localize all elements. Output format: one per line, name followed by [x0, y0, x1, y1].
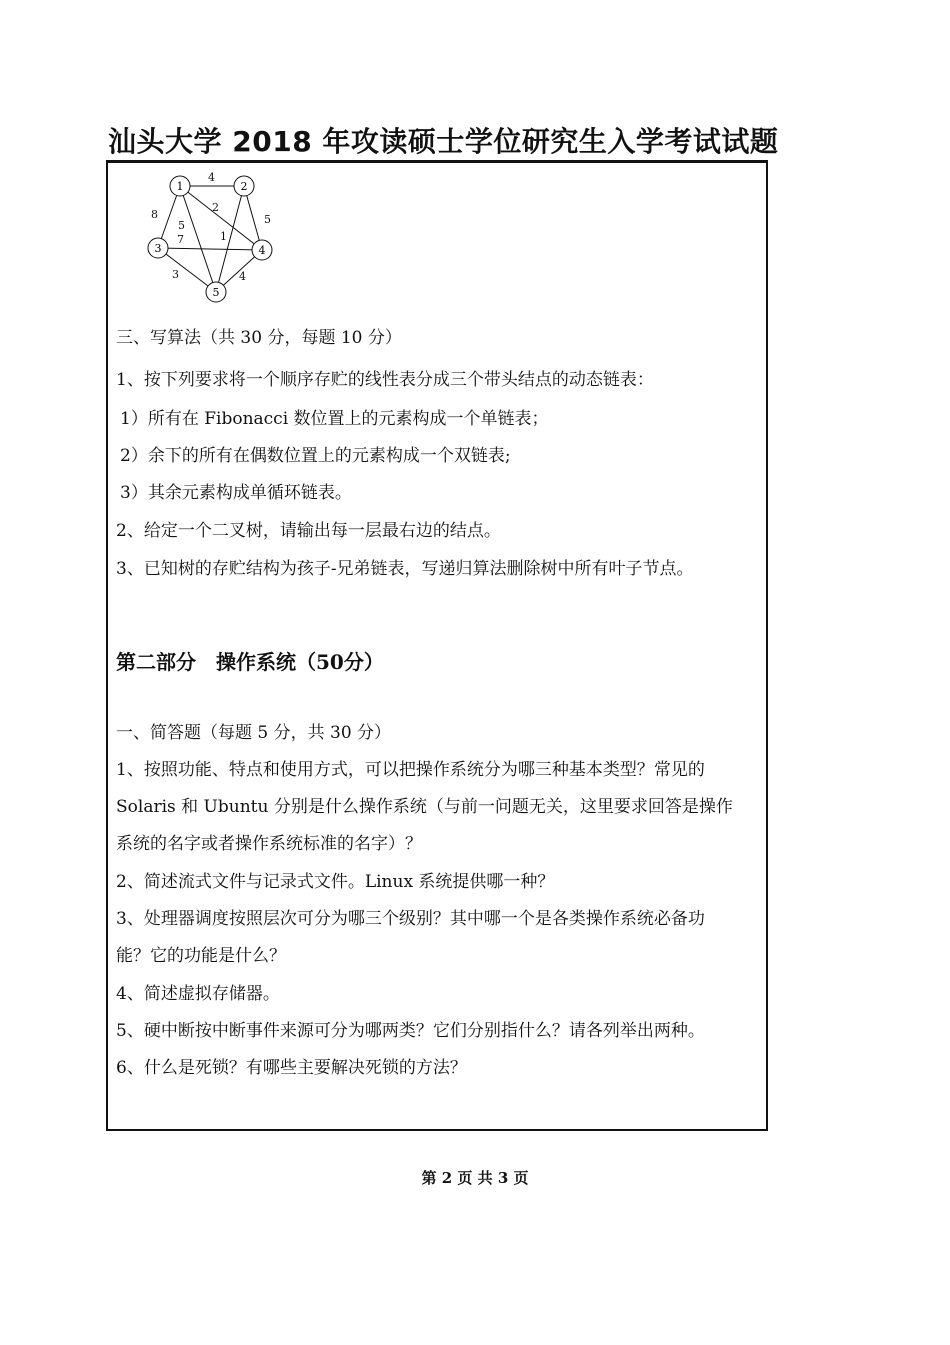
- part2-question-2: 2、简述流式文件与记录式文件。Linux 系统提供哪一种？: [116, 872, 555, 892]
- part2-heading: 第二部分 操作系统（50分）: [116, 650, 384, 674]
- weight-2-4: 5: [264, 213, 271, 226]
- node-4-label: 4: [258, 244, 266, 257]
- weight-3-4: 7: [177, 233, 184, 246]
- section3-question-2: 2、给定一个二叉树，请输出每一层最右边的结点。: [116, 521, 501, 541]
- part2-question-4: 4、简述虚拟存储器。: [116, 984, 280, 1004]
- exam-title: 汕头大学 2018 年攻读硕士学位研究生入学考试试题: [108, 125, 779, 158]
- weight-1-2: 4: [208, 171, 215, 184]
- edge-3-5: [158, 248, 216, 292]
- section3-question-3: 3、已知树的存贮结构为孩子-兄弟链表，写递归算法删除树中所有叶子节点。: [116, 559, 694, 579]
- page-number: 第 2 页 共 3 页: [421, 1169, 529, 1187]
- part2-question-3-line-2: 能？它的功能是什么？: [116, 946, 286, 966]
- weighted-graph-figure: [138, 166, 278, 306]
- section3-heading: 三、写算法（共 30 分，每题 10 分）: [116, 328, 402, 348]
- part2-subheading: 一、简答题（每题 5 分，共 30 分）: [116, 723, 392, 743]
- edge-3-4: [158, 248, 262, 250]
- part2-question-1-line-1: 1、按照功能、特点和使用方式，可以把操作系统分为哪三种基本类型？常见的: [116, 760, 705, 780]
- weight-1-4: 2: [212, 201, 219, 214]
- part2-question-5: 5、硬中断按中断事件来源可分为哪两类？它们分别指什么？请各列举出两种。: [116, 1021, 705, 1041]
- part2-question-1-line-2: Solaris 和 Ubuntu 分别是什么操作系统（与前一问题无关，这里要求回答是操作: [116, 797, 733, 817]
- section3-question-1-item-3: 3）其余元素构成单循环链表。: [120, 483, 352, 503]
- weight-3-5: 3: [172, 268, 179, 281]
- part2-question-1-line-3: 系统的名字或者操作系统标准的名字）？: [116, 834, 422, 854]
- node-5-label: 5: [212, 286, 220, 299]
- part2-question-6: 6、什么是死锁？有哪些主要解决死锁的方法？: [116, 1058, 467, 1078]
- section3-question-1-item-2: 2）余下的所有在偶数位置上的元素构成一个双链表;: [120, 446, 511, 466]
- section3-question-1-item-1: 1）所有在 Fibonacci 数位置上的元素构成一个单链表；: [120, 409, 549, 429]
- weight-4-5: 4: [239, 270, 246, 283]
- node-3-label: 3: [154, 242, 162, 255]
- node-1-label: 1: [176, 180, 184, 193]
- weight-2-5: 1: [220, 230, 227, 243]
- section3-question-1: 1、按下列要求将一个顺序存贮的线性表分成三个带头结点的动态链表：: [116, 370, 654, 390]
- weight-1-5: 5: [178, 219, 185, 232]
- weight-1-3: 8: [151, 208, 158, 221]
- part2-question-3-line-1: 3、处理器调度按照层次可分为哪三个级别？其中哪一个是各类操作系统必备功: [116, 909, 705, 929]
- node-2-label: 2: [240, 180, 248, 193]
- edge-1-5: [180, 186, 216, 292]
- graph-nodes: [148, 176, 272, 302]
